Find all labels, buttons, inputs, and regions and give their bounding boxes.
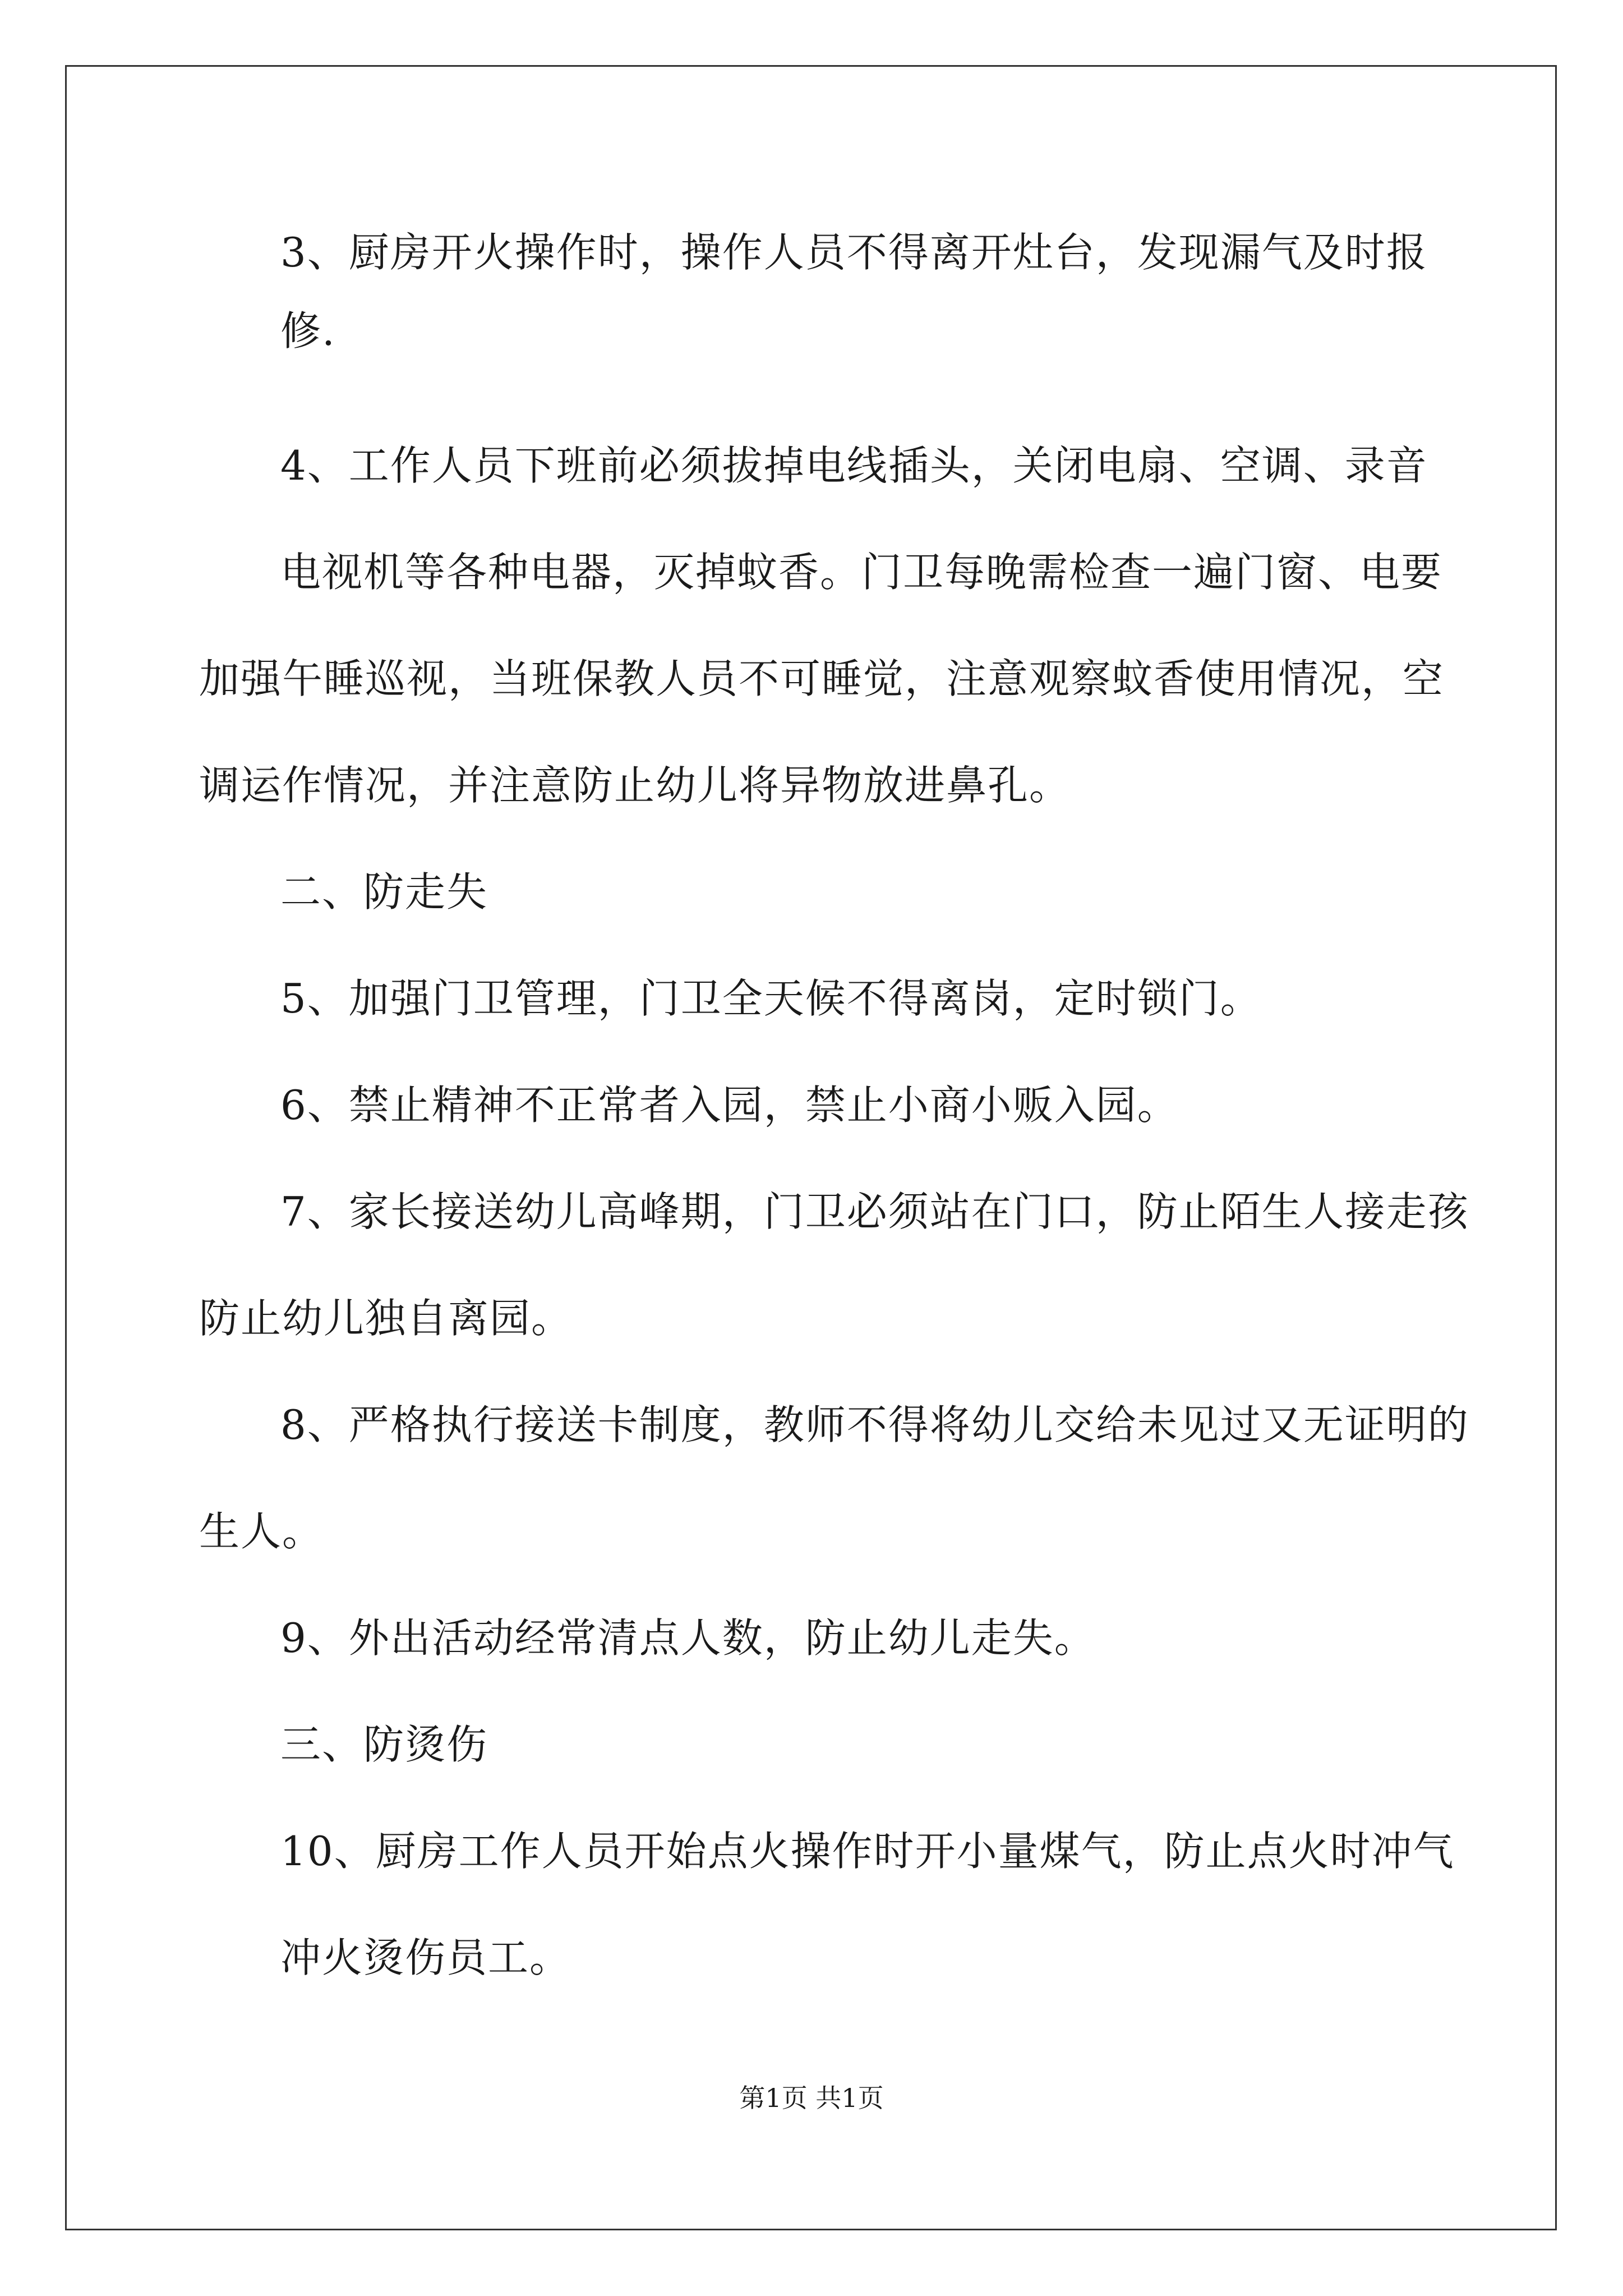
text-line-8: 5、加强门卫管理，门卫全天候不得离岗，定时锁门。 <box>280 975 1262 1022</box>
text-line-1: 3、厨房开火操作时，操作人员不得离开灶台，发现漏气及时报 <box>280 229 1428 276</box>
text-line-17: 冲火烫伤员工。 <box>280 1934 571 1981</box>
text-line-11: 防止幼儿独自离园。 <box>199 1295 573 1342</box>
text-line-6: 调运作情况，并注意防止幼儿将异物放进鼻孔。 <box>199 762 1071 809</box>
text-line-4: 电视机等各种电器，灭掉蚊香。门卫每晚需检查一遍门窗、电要 <box>280 549 1443 596</box>
text-line-9: 6、禁止精神不正常者入园，禁止小商小贩入园。 <box>280 1082 1179 1129</box>
section-heading-3: 三、防烫伤 <box>280 1721 488 1768</box>
text-line-14: 9、外出活动经常清点人数，防止幼儿走失。 <box>280 1614 1096 1662</box>
text-line-10: 7、家长接送幼儿高峰期，门卫必须站在门口，防止陌生人接走孩 <box>280 1188 1469 1235</box>
text-line-3: 4、工作人员下班前必须拔掉电线插头，关闭电扇、空调、录音 <box>280 442 1428 489</box>
text-line-5: 加强午睡巡视，当班保教人员不可睡觉，注意观察蚊香使用情况，空 <box>199 655 1445 702</box>
page-border <box>65 65 1557 2230</box>
text-line-12: 8、严格执行接送卡制度，教师不得将幼儿交给未见过又无证明的 <box>280 1401 1469 1448</box>
text-line-2: 修. <box>280 307 336 355</box>
text-line-16: 10、厨房工作人员开始点火操作时开小量煤气，防止点火时冲气 <box>280 1828 1455 1875</box>
page-number-footer: 第1页 共1页 <box>739 2083 884 2113</box>
text-line-13: 生人。 <box>199 1508 324 1555</box>
section-heading-2: 二、防走失 <box>280 868 488 915</box>
